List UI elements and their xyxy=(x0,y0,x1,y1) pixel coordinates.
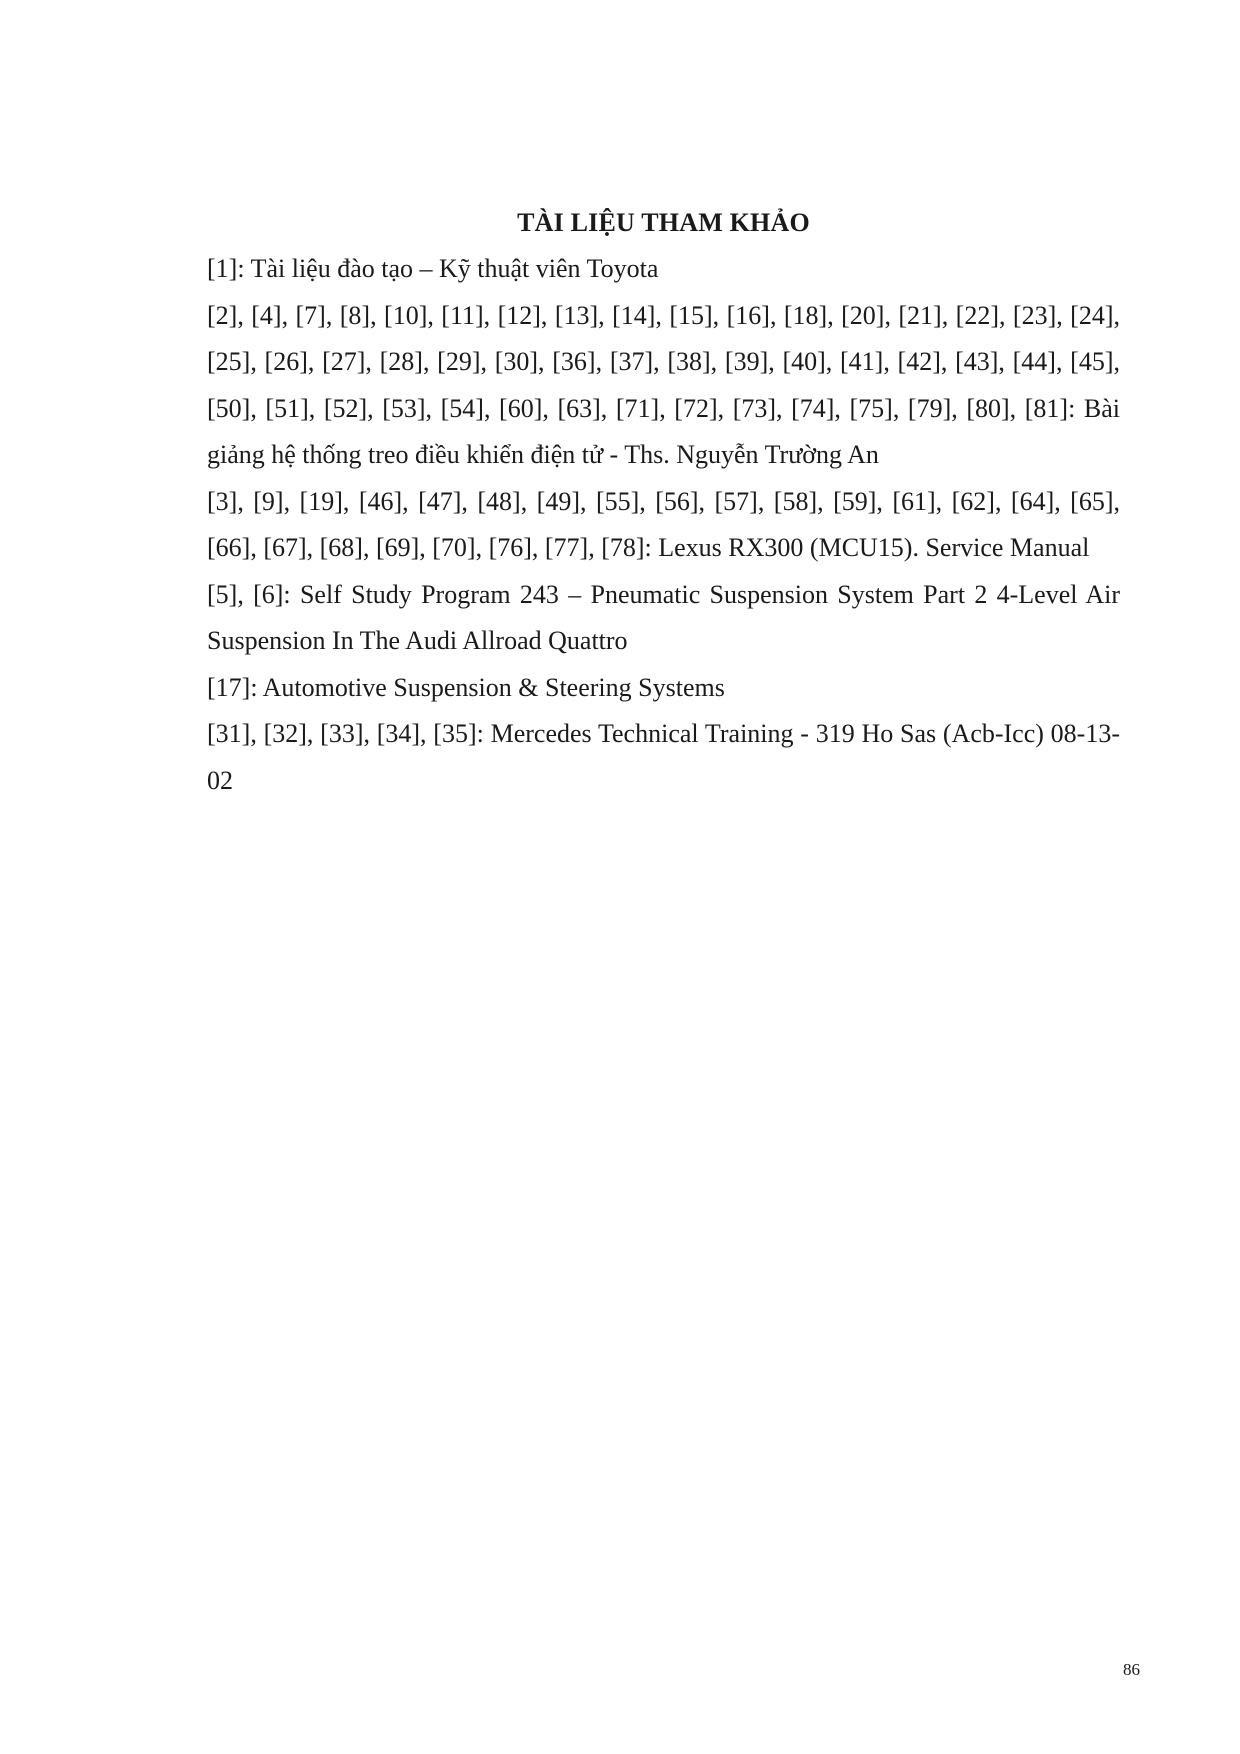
page-number: 86 xyxy=(1123,1660,1140,1679)
reference-item: [31], [32], [33], [34], [35]: Mercedes Technical Training - 319 Ho Sas (Acb-Icc) 08-13-02 xyxy=(207,719,1120,795)
reference-item: [3], [9], [19], [46], [47], [48], [49], [55], [56], [57], [58], [59], [61], [62], [64], [65], [66], [67], [68], [69], [70], [76], [77], [78]: Lexus RX300 (MCU15). Service Manual xyxy=(207,486,1120,562)
reference-item: [2], [4], [7], [8], [10], [11], [12], [13], [14], [15], [16], [18], [20], [21], [22], [23], [24], [25], [26], [27], [28], [29], [30], [36], [37], [38], [39], [40], [41], [42], [43], [44], [45], [50], [51], [52], [53], [54], [60], [63], [71], [72], [73], [74], [75], [79], [80], [81]: Bài giảng hệ thống treo điều khiển điện tử - Ths. Nguyễn Trường An xyxy=(207,300,1120,469)
references-section xyxy=(207,200,1120,804)
page-title: TÀI LIỆU THAM KHẢO xyxy=(517,208,810,237)
reference-item: [1]: Tài liệu đào tạo – Kỹ thuật viên Toyota xyxy=(207,254,659,283)
reference-list xyxy=(207,246,1120,804)
reference-item: [5], [6]: Self Study Program 243 – Pneumatic Suspension System Part 2 4-Level Air Suspension In The Audi Allroad Quattro xyxy=(207,579,1120,655)
reference-item: [17]: Automotive Suspension & Steering Systems xyxy=(207,672,725,702)
